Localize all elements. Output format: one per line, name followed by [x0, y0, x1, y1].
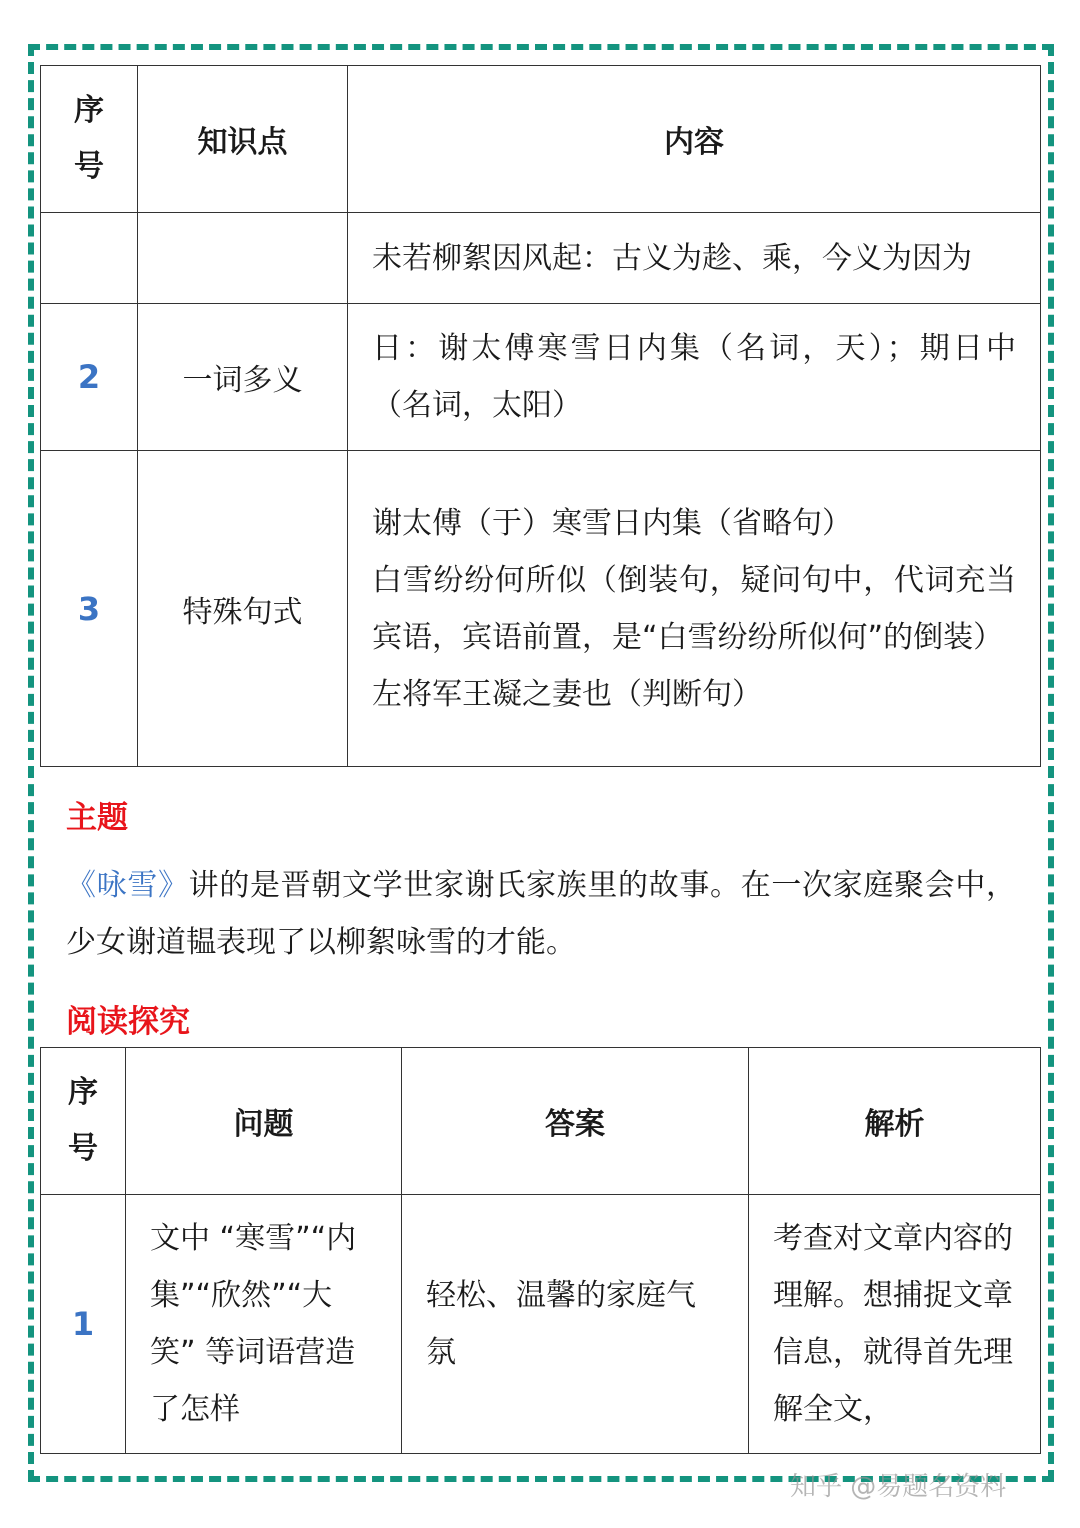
- table-row: [41, 213, 1041, 304]
- header-answer: 答案: [402, 1048, 749, 1195]
- row-index: [41, 213, 138, 304]
- header-analysis: 解析: [749, 1048, 1041, 1195]
- content-line: 左将军王凝之妻也（判断句）: [372, 676, 762, 712]
- theme-heading: 主题: [66, 800, 128, 836]
- table-header-row: [41, 1048, 1041, 1195]
- row-topic: [138, 213, 348, 304]
- header-content: 内容: [348, 66, 1041, 213]
- row-content: [348, 451, 1041, 767]
- reading-heading: 阅读探究: [66, 1004, 190, 1040]
- header-question: 问题: [126, 1048, 402, 1195]
- content-line: 谢太傅（于）寒雪日内集（省略句）: [372, 505, 852, 541]
- row-topic: 特殊句式: [138, 451, 348, 767]
- row-question: 文中 “寒雪”“内集”“欣然”“大笑” 等词语营造了怎样: [126, 1195, 402, 1454]
- knowledge-table: [40, 65, 1041, 767]
- row-index: 3: [41, 451, 138, 767]
- row-analysis: 考查对文章内容的理解。想捕捉文章信息，就得首先理解全文，: [749, 1195, 1041, 1454]
- row-index: 1: [41, 1195, 126, 1454]
- table-header-row: [41, 66, 1041, 213]
- reading-table: [40, 1047, 1041, 1454]
- content-line: 白雪纷纷何所似（倒装句，疑问句中，代词充当宾语，宾语前置，是“白雪纷纷所似何”的倒装）: [372, 562, 1016, 655]
- row-content: 未若柳絮因风起：古义为趁、乘，今义为因为: [348, 213, 1041, 304]
- table-row: [41, 451, 1041, 767]
- book-title: 《咏雪》: [66, 868, 189, 903]
- table-row: [41, 304, 1041, 451]
- row-topic: 一词多义: [138, 304, 348, 451]
- row-content: 日：谢太傅寒雪日内集（名词，天）；期日中（名词，太阳）: [348, 304, 1041, 451]
- row-answer: 轻松、温馨的家庭气氛: [402, 1195, 749, 1454]
- table-row: [41, 1195, 1041, 1454]
- theme-text: 讲的是晋朝文学世家谢氏家族里的故事。在一次家庭聚会中，少女谢道韫表现了以柳絮咏雪的才能。: [66, 868, 1017, 960]
- header-index: 序号: [41, 66, 138, 213]
- watermark: 知乎 @易题名资料: [790, 1472, 1007, 1502]
- header-topic: 知识点: [138, 66, 348, 213]
- row-index: 2: [41, 304, 138, 451]
- header-index: 序号: [41, 1048, 126, 1195]
- theme-paragraph: [66, 857, 1016, 971]
